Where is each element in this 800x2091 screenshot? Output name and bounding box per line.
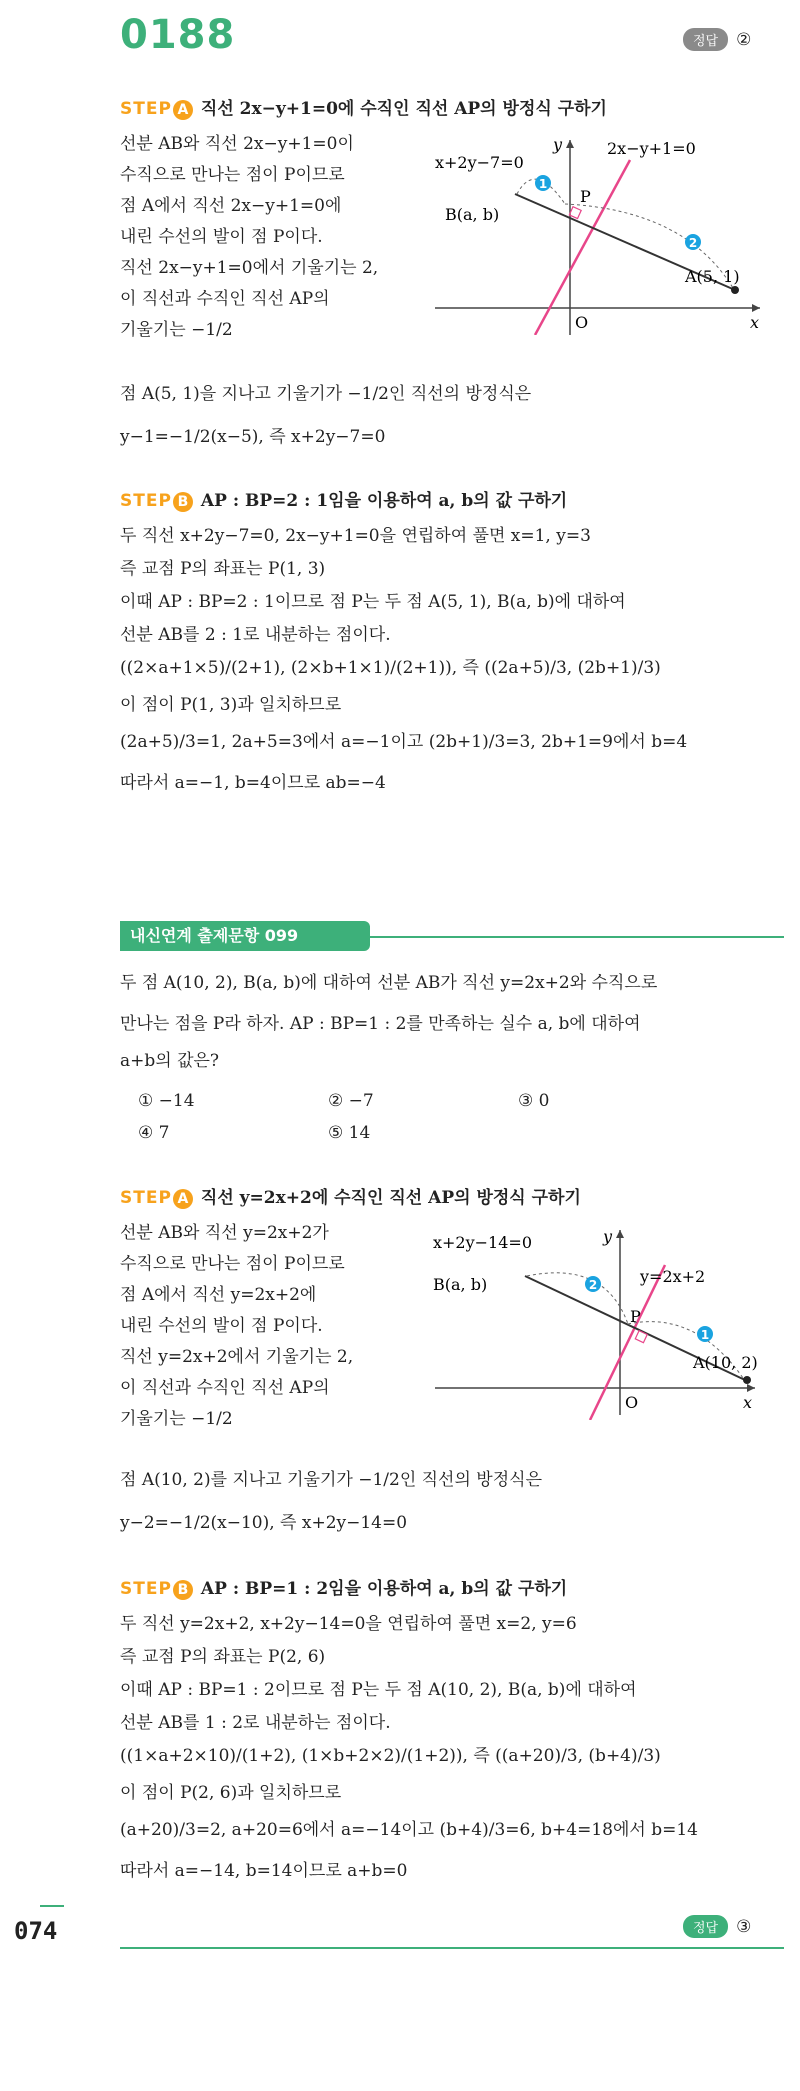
point-a-dot bbox=[731, 286, 739, 294]
text-line: y−1=−1/2(x−5), 즉 x+2y−7=0 bbox=[120, 427, 386, 447]
point-b-label: B(a, b) bbox=[433, 1275, 488, 1294]
choice-2: ② −7 bbox=[328, 1091, 374, 1111]
mark-1: 1 bbox=[700, 1328, 710, 1342]
step-a-conclusion bbox=[120, 384, 531, 448]
graph-1 bbox=[425, 130, 765, 335]
text-line: 수직으로 만나는 점이 P이므로 bbox=[120, 1254, 345, 1274]
choice-3: ③ 0 bbox=[518, 1091, 550, 1111]
y-label: y bbox=[603, 1227, 613, 1246]
banner-rule bbox=[360, 936, 784, 938]
page-rule bbox=[40, 1905, 64, 1907]
x-label: x bbox=[750, 313, 760, 332]
text-line: 점 A(5, 1)을 지나고 기울기가 −1/2인 직선의 방정식은 bbox=[120, 384, 532, 404]
problem-line: 두 점 A(10, 2), B(a, b)에 대하여 선분 AB가 직선 y=2x+2와 수직으로 bbox=[120, 973, 658, 993]
origin-label: O bbox=[625, 1393, 639, 1412]
bottom-rule bbox=[120, 1947, 784, 1949]
step-a-text-2 bbox=[120, 1223, 353, 1430]
text-line: 기울기는 −1/2 bbox=[120, 1409, 233, 1429]
text-line: 점 A에서 직선 2x−y+1=0에 bbox=[120, 196, 342, 216]
text-line: 따라서 a=−1, b=4이므로 ab=−4 bbox=[120, 773, 386, 793]
text-line: 수직으로 만나는 점이 P이므로 bbox=[120, 165, 345, 185]
graph-2 bbox=[425, 1220, 765, 1420]
step-b-text bbox=[120, 526, 687, 794]
page-number: 074 bbox=[14, 1917, 58, 1945]
step-label: STEP bbox=[120, 99, 172, 119]
step-label: STEP bbox=[120, 1579, 172, 1599]
problem-text bbox=[120, 968, 657, 1071]
step-a-text bbox=[120, 134, 378, 341]
step-label: STEP bbox=[120, 491, 172, 511]
point-p-label: P bbox=[580, 187, 591, 206]
text-line: 직선 2x−y+1=0에서 기울기는 2, bbox=[120, 258, 379, 278]
step-title: 직선 y=2x+2에 수직인 직선 AP의 방정식 구하기 bbox=[200, 1188, 581, 1208]
step-label: STEP bbox=[120, 1188, 172, 1208]
answer-area-2 bbox=[683, 1915, 751, 1938]
text-line: 즉 교점 P의 좌표는 P(1, 3) bbox=[120, 559, 326, 579]
x-label: x bbox=[743, 1393, 753, 1412]
x-arrow bbox=[752, 304, 760, 312]
y-arrow bbox=[566, 140, 574, 148]
point-a-dot bbox=[743, 1376, 751, 1384]
origin-label: O bbox=[575, 313, 589, 332]
text-line: 이때 AP : BP=1 : 2이므로 점 P는 두 점 A(10, 2), B(a, b)에 대하여 bbox=[120, 1680, 637, 1700]
text-line: ((1×a+2×10)/(1+2), (1×b+2×2)/(1+2)), 즉 ((a+20)/3, (b+4)/3) bbox=[120, 1746, 661, 1766]
mark-2: 2 bbox=[688, 236, 698, 250]
step-letter: A bbox=[173, 1189, 193, 1209]
point-a-label: A(5, 1) bbox=[685, 267, 740, 286]
step-a-heading bbox=[120, 94, 607, 120]
text-line: 이 점이 P(2, 6)과 일치하므로 bbox=[120, 1783, 342, 1803]
text-line: 기울기는 −1/2 bbox=[120, 320, 233, 340]
eq1-label: x+2y−7=0 bbox=[435, 153, 524, 172]
text-line: 따라서 a=−14, b=14이므로 a+b=0 bbox=[120, 1861, 408, 1881]
problem-line: 만나는 점을 P라 하자. AP : BP=1 : 2를 만족하는 실수 a, b에 대하여 bbox=[120, 1014, 641, 1034]
problem-number: 0188 bbox=[120, 12, 236, 58]
dashed-arc-1 bbox=[527, 1273, 628, 1324]
step-letter: A bbox=[173, 100, 193, 120]
text-line: 선분 AB와 직선 y=2x+2가 bbox=[120, 1223, 329, 1243]
y-arrow bbox=[616, 1230, 624, 1238]
problem-line: a+b의 값은? bbox=[120, 1051, 220, 1071]
eq1-label: x+2y−14=0 bbox=[433, 1233, 532, 1252]
eq2-label: 2x−y+1=0 bbox=[607, 139, 696, 158]
text-line: 두 직선 y=2x+2, x+2y−14=0을 연립하여 풀면 x=2, y=6 bbox=[120, 1614, 577, 1634]
answer-value: ③ bbox=[736, 1916, 752, 1937]
answer-badge: 정답 bbox=[683, 28, 728, 51]
mark-2: 2 bbox=[588, 1278, 598, 1292]
step-b-heading-2 bbox=[120, 1574, 567, 1600]
answer-value: ② bbox=[736, 29, 752, 50]
answer-badge: 정답 bbox=[683, 1915, 728, 1938]
text-line: 점 A(10, 2)를 지나고 기울기가 −1/2인 직선의 방정식은 bbox=[120, 1470, 542, 1490]
step-a-heading-2 bbox=[120, 1183, 581, 1209]
step-letter: B bbox=[173, 1580, 193, 1600]
step-b-heading bbox=[120, 486, 567, 512]
text-line: 이때 AP : BP=2 : 1이므로 점 P는 두 점 A(5, 1), B(a, b)에 대하여 bbox=[120, 592, 626, 612]
text-line: 점 A에서 직선 y=2x+2에 bbox=[120, 1285, 317, 1305]
choice-4: ④ 7 bbox=[138, 1123, 170, 1143]
y-label: y bbox=[553, 135, 563, 154]
text-line: 두 직선 x+2y−7=0, 2x−y+1=0을 연립하여 풀면 x=1, y=3 bbox=[120, 526, 591, 546]
text-line: y−2=−1/2(x−10), 즉 x+2y−14=0 bbox=[120, 1513, 408, 1533]
point-a-label: A(10, 2) bbox=[693, 1353, 758, 1372]
text-line: ((2×a+1×5)/(2+1), (2×b+1×1)/(2+1)), 즉 ((2a+5)/3, (2b+1)/3) bbox=[120, 658, 661, 678]
step-title: AP : BP=2 : 1임을 이용하여 a, b의 값 구하기 bbox=[200, 491, 568, 511]
text-line: 직선 y=2x+2에서 기울기는 2, bbox=[120, 1347, 354, 1367]
step-title: 직선 2x−y+1=0에 수직인 직선 AP의 방정식 구하기 bbox=[200, 99, 607, 119]
text-line: 이 직선과 수직인 직선 AP의 bbox=[120, 289, 330, 309]
mark-1: 1 bbox=[538, 177, 548, 191]
text-line: 즉 교점 P의 좌표는 P(2, 6) bbox=[120, 1647, 326, 1667]
step-b-text-2 bbox=[120, 1614, 698, 1882]
x-arrow bbox=[747, 1384, 755, 1392]
text-line: 선분 AB를 1 : 2로 내분하는 점이다. bbox=[120, 1713, 391, 1733]
text-line: 선분 AB와 직선 2x−y+1=0이 bbox=[120, 134, 354, 154]
choice-5: ⑤ 14 bbox=[328, 1123, 371, 1143]
choice-1: ① −14 bbox=[138, 1091, 195, 1111]
text-line: 이 직선과 수직인 직선 AP의 bbox=[120, 1378, 330, 1398]
answer-area bbox=[683, 28, 751, 51]
point-p-label: P bbox=[630, 1307, 641, 1326]
text-line: (a+20)/3=2, a+20=6에서 a=−14이고 (b+4)/3=6, b+4=18에서 b=14 bbox=[120, 1820, 698, 1840]
eq2-label: y=2x+2 bbox=[640, 1267, 706, 1286]
step-letter: B bbox=[173, 492, 193, 512]
right-angle-mark bbox=[569, 207, 581, 219]
text-line: 선분 AB를 2 : 1로 내분하는 점이다. bbox=[120, 625, 391, 645]
problem-banner: 내신연계 출제문항 099 bbox=[120, 921, 370, 951]
step-title: AP : BP=1 : 2임을 이용하여 a, b의 값 구하기 bbox=[200, 1579, 568, 1599]
text-line: (2a+5)/3=1, 2a+5=3에서 a=−1이고 (2b+1)/3=3, 2b+1=9에서 b=4 bbox=[120, 732, 688, 752]
text-line: 이 점이 P(1, 3)과 일치하므로 bbox=[120, 695, 342, 715]
step-a-conclusion-2 bbox=[120, 1470, 542, 1534]
text-line: 내린 수선의 발이 점 P이다. bbox=[120, 227, 323, 247]
point-b-label: B(a, b) bbox=[445, 205, 500, 224]
text-line: 내린 수선의 발이 점 P이다. bbox=[120, 1316, 323, 1336]
